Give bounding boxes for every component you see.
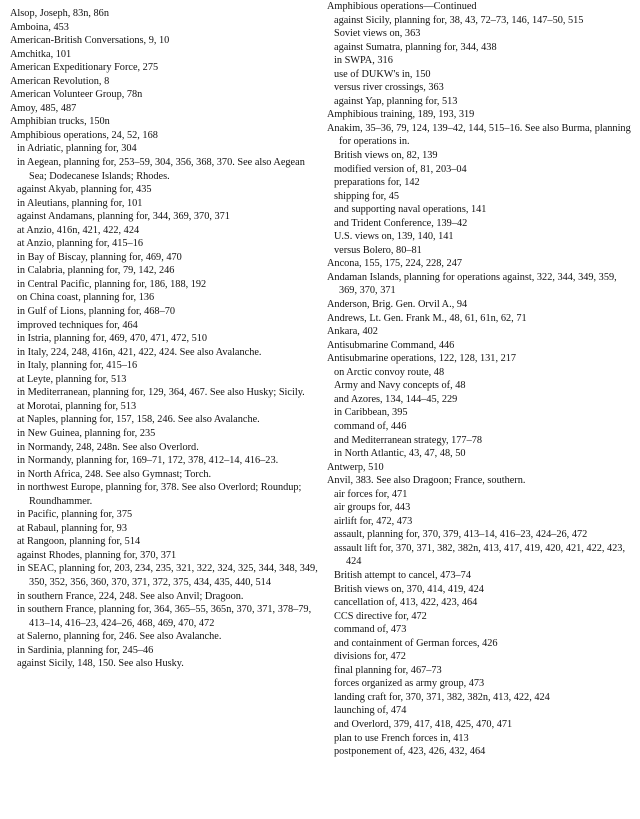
index-subentry: British views on, 82, 139 (334, 150, 438, 162)
index-entry: American Revolution, 8 (10, 75, 110, 87)
index-entry: Ancona, 155, 175, 224, 228, 247 (327, 258, 462, 270)
index-subentry: in Central Pacific, planning for, 186, 188, 192 (17, 278, 207, 290)
index-subentry: on Arctic convoy route, 48 (334, 366, 445, 378)
index-subentry: landing craft for, 370, 371, 382, 382n, 413, 422, 424 (334, 691, 550, 703)
index-entry: Amboina, 453 (10, 21, 69, 33)
index-entry: Amphibious operations, 24, 52, 168 (10, 129, 158, 141)
index-subentry: and Mediterranean strategy, 177–78 (334, 434, 483, 446)
index-entry: Anvil, 383. See also Dragoon; France, southern. (327, 475, 526, 487)
index-subentry: against Akyab, planning for, 435 (17, 184, 152, 196)
index-column-right (327, 0, 631, 759)
index-column-left (10, 0, 320, 671)
index-subentry: in Normandy, planning for, 169–71, 172, 378, 412–14, 416–23. (17, 455, 279, 467)
index-subentry: in Sardinia, planning for, 245–46 (17, 644, 154, 656)
index-entry: Antisubmarine operations, 122, 128, 131, 217 (327, 353, 517, 365)
index-subentry: CCS directive for, 472 (334, 610, 427, 622)
index-subentry: in northwest Europe, planning for, 378. See also Overlord; Roundup; Roundhammer. (17, 482, 302, 507)
index-subentry: command of, 446 (334, 420, 407, 432)
index-subentry: command of, 473 (334, 624, 407, 636)
index-subentry: U.S. views on, 139, 140, 141 (334, 231, 454, 243)
index-subentry: modified version of, 81, 203–04 (334, 163, 467, 175)
index-subentry: divisions for, 472 (334, 651, 406, 663)
index-entry: Andaman Islands, planning for operations against, 322, 344, 349, 359, 369, 370, 371 (327, 271, 617, 297)
index-subentry: plan to use French forces in, 413 (334, 732, 469, 744)
index-subentry: and Azores, 134, 144–45, 229 (334, 393, 458, 405)
index-subentry: in North Africa, 248. See also Gymnast; Torch. (17, 468, 212, 480)
index-subentry: at Anzio, planning for, 415–16 (17, 238, 143, 250)
index-subentry: against Yap, planning for, 513 (334, 95, 458, 107)
index-subentry: in Normandy, 248, 248n. See also Overlord. (17, 441, 199, 453)
index-subentry: at Leyte, planning for, 513 (17, 373, 127, 385)
index-entry: Amoy, 485, 487 (10, 102, 77, 114)
index-subentry: in Italy, planning for, 415–16 (17, 360, 138, 372)
index-subentry: in SEAC, planning for, 203, 234, 235, 321, 322, 324, 325, 344, 348, 349, 350, 352, 356, 360, 370, 371, 372, 375, 434, 435, 440, 514 (17, 563, 318, 588)
index-subentry: shipping for, 45 (334, 190, 400, 202)
index-entry: Amchitka, 101 (10, 48, 72, 60)
index-subentry: and Trident Conference, 139–42 (334, 217, 468, 229)
index-subentry: in New Guinea, planning for, 235 (17, 427, 156, 439)
index-subentry: at Anzio, 416n, 421, 422, 424 (17, 224, 140, 236)
index-subentry: in Istria, planning for, 469, 470, 471, 472, 510 (17, 333, 208, 345)
index-entry: Antisubmarine Command, 446 (327, 339, 455, 351)
index-entry: Amphibious training, 189, 193, 319 (327, 109, 475, 121)
index-subentry: Army and Navy concepts of, 48 (334, 380, 466, 392)
index-subentry: British attempt to cancel, 473–74 (334, 569, 471, 581)
index-subentry: assault, planning for, 370, 379, 413–14, 416–23, 424–26, 472 (334, 529, 588, 541)
index-entry: American-British Conversations, 9, 10 (10, 35, 170, 47)
index-subentry: in Bay of Biscay, planning for, 469, 470 (17, 251, 182, 263)
index-subentry: against Rhodes, planning for, 370, 371 (17, 549, 177, 561)
index-entry: Anakim, 35–36, 79, 124, 139–42, 144, 515–16. See also Burma, planning for operations in. (327, 122, 631, 148)
index-subentry: final planning for, 467–73 (334, 664, 442, 676)
index-subentry: cancellation of, 413, 422, 423, 464 (334, 597, 478, 609)
index-entry: Ankara, 402 (327, 326, 378, 338)
index-subentry: in Italy, 224, 248, 416n, 421, 422, 424. See also Avalanche. (17, 346, 262, 358)
index-subentry: in Aleutians, planning for, 101 (17, 197, 143, 209)
index-subentry: against Andamans, planning for, 344, 369, 370, 371 (17, 211, 230, 223)
index-subentry: and Overlord, 379, 417, 418, 425, 470, 471 (334, 718, 513, 730)
index-subentry: against Sumatra, planning for, 344, 438 (334, 41, 497, 53)
index-subentry: in Aegean, planning for, 253–59, 304, 356, 368, 370. See also Aegean Sea; Dodecanese Islands; Rhodes. (17, 157, 305, 182)
index-subentry: in Pacific, planning for, 375 (17, 509, 133, 521)
index-subentry: forces organized as army group, 473 (334, 678, 485, 690)
index-subentry: and containment of German forces, 426 (334, 637, 498, 649)
index-subentry: air groups for, 443 (334, 502, 411, 514)
index-subentry: in southern France, planning for, 364, 365–55, 365n, 370, 371, 378–79, 413–14, 416–23, 424–26, 468, 469, 470, 472 (17, 604, 312, 629)
index-subentry: in Calabria, planning for, 79, 142, 246 (17, 265, 175, 277)
index-subentry: against Sicily, planning for, 38, 43, 72–73, 146, 147–50, 515 (334, 14, 584, 26)
index-subentry: postponement of, 423, 426, 432, 464 (334, 746, 486, 758)
index-subentry: and supporting naval operations, 141 (334, 204, 487, 216)
index-subentry: air forces for, 471 (334, 488, 408, 500)
index-subentry: use of DUKW's in, 150 (334, 68, 431, 80)
index-entry: American Expeditionary Force, 275 (10, 62, 159, 74)
index-subentry: in southern France, 224, 248. See also Anvil; Dragoon. (17, 590, 244, 602)
index-subentry: assault lift for, 370, 371, 382, 382n, 413, 417, 419, 420, 421, 422, 423, 424 (334, 542, 626, 568)
index-entry: Amphibious operations—Continued (327, 1, 477, 12)
index-entry: Antwerp, 510 (327, 461, 384, 473)
index-subentry: in Caribbean, 395 (334, 407, 408, 419)
index-subentry: in SWPA, 316 (334, 55, 393, 67)
index-subentry: Soviet views on, 363 (334, 28, 421, 40)
index-subentry: on China coast, planning for, 136 (17, 292, 155, 304)
index-entry: Alsop, Joseph, 83n, 86n (10, 8, 109, 19)
index-subentry: in Gulf of Lions, planning for, 468–70 (17, 306, 176, 318)
index-subentry: at Salerno, planning for, 246. See also Avalanche. (17, 631, 222, 643)
index-subentry: against Sicily, 148, 150. See also Husky. (17, 658, 184, 670)
index-subentry: preparations for, 142 (334, 177, 420, 189)
index-subentry: airlift for, 472, 473 (334, 515, 413, 527)
index-subentry: versus Bolero, 80–81 (334, 244, 422, 256)
index-subentry: at Rabaul, planning for, 93 (17, 522, 127, 534)
index-entry: Andrews, Lt. Gen. Frank M., 48, 61, 61n, 62, 71 (327, 312, 527, 324)
index-subentry: British views on, 370, 414, 419, 424 (334, 583, 484, 595)
index-subentry: at Naples, planning for, 157, 158, 246. See also Avalanche. (17, 414, 260, 426)
index-subentry: at Rangoon, planning for, 514 (17, 536, 141, 548)
index-entry: Anderson, Brig. Gen. Orvil A., 94 (327, 299, 468, 311)
index-subentry: in Adriatic, planning for, 304 (17, 143, 137, 155)
index-entry: Amphibian trucks, 150n (10, 116, 110, 128)
index-subentry: improved techniques for, 464 (17, 319, 138, 331)
index-subentry: in Mediterranean, planning for, 129, 364, 467. See also Husky; Sicily. (17, 387, 305, 399)
index-subentry: at Morotai, planning for, 513 (17, 400, 137, 412)
index-entry: American Volunteer Group, 78n (10, 89, 143, 101)
index-subentry: versus river crossings, 363 (334, 82, 444, 94)
index-subentry: in North Atlantic, 43, 47, 48, 50 (334, 448, 466, 460)
index-subentry: launching of, 474 (334, 705, 407, 717)
